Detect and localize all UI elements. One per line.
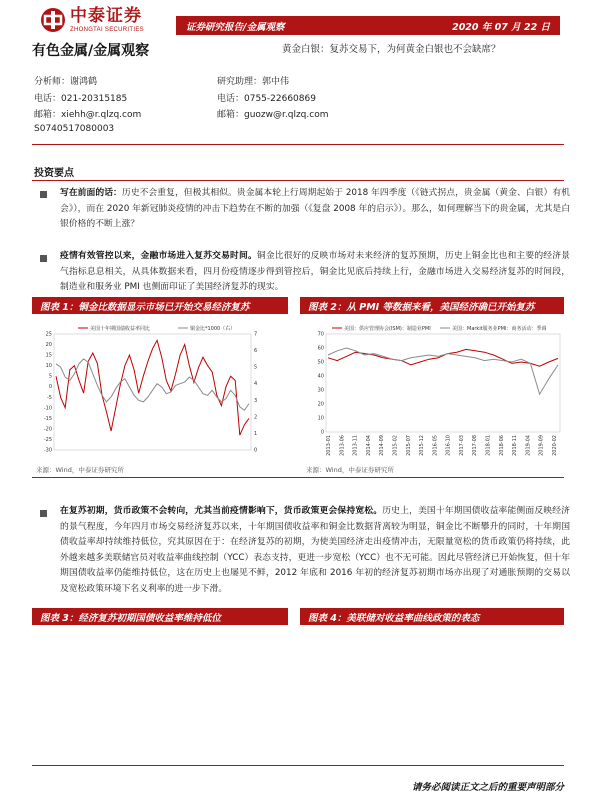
analyst-phone: 电话：021-20315185 bbox=[34, 93, 128, 104]
y-left-tick-label: -20 bbox=[43, 426, 52, 433]
paragraph-body: 历史不会重复，但极其相似。贵金属本轮上行周期起始于 2018 年四季度（《链式拐点，贵金属（黄金、白银）有机会》），而在 2020 年新冠肺炎疫情的冲击下趋势在不断的加强（《复盘 2008 年的启示》）。那么，如何理解当下的贵金属，尤其是白银价格的不断上涨？ bbox=[60, 188, 570, 229]
figure-2-source: 来源：Wind，中泰证券研究所 bbox=[306, 466, 394, 474]
y-right-tick-label: 1 bbox=[254, 430, 258, 437]
x-tick-label: 2015-12 bbox=[419, 435, 426, 456]
y-right-tick-label: 5 bbox=[254, 364, 258, 371]
section-title: 有色金属/金属观察 bbox=[32, 43, 150, 59]
series-line bbox=[328, 348, 558, 394]
copper-gold-ratio-chart bbox=[36, 320, 276, 460]
zhongtai-logo-icon bbox=[40, 7, 66, 33]
figure-1-title: 图表 1：铜金比数据显示市场已开始交易经济复苏 bbox=[32, 297, 288, 314]
x-tick-label: 2015-02 bbox=[392, 435, 399, 456]
x-tick-label: 2019-04 bbox=[525, 435, 532, 456]
x-tick-label: 2017-08 bbox=[472, 435, 479, 456]
report-title: 黄金白银：复苏交易下，为何黄金白银也不会缺席？ bbox=[282, 44, 501, 55]
y-right-tick-label: 4 bbox=[254, 381, 258, 388]
paragraph-monetary-policy bbox=[60, 504, 570, 598]
paragraph-intro bbox=[60, 186, 570, 233]
y-tick-label: 30 bbox=[317, 387, 324, 394]
figure-2-title: 图表 2：从 PMI 等数据来看，美国经济确已开始复苏 bbox=[300, 297, 564, 314]
y-tick-label: 50 bbox=[317, 359, 324, 366]
report-date: 2020 年 07 月 22 日 bbox=[452, 22, 550, 33]
plot-frame bbox=[326, 334, 560, 432]
x-tick-label: 2016-05 bbox=[432, 435, 439, 456]
report-type-banner bbox=[176, 16, 560, 35]
figure-4-title: 图表 4：美联储对收益率曲线政策的表态 bbox=[300, 608, 564, 625]
y-left-tick-label: -25 bbox=[43, 436, 52, 443]
x-tick-label: 2017-03 bbox=[458, 435, 465, 456]
y-left-tick-label: 0 bbox=[48, 384, 52, 391]
assistant-phone: 电话：0755-22660869 bbox=[217, 93, 316, 104]
series-line bbox=[56, 340, 249, 435]
y-tick-label: 0 bbox=[320, 429, 324, 436]
x-tick-label: 2018-06 bbox=[498, 435, 505, 456]
y-left-tick-label: 25 bbox=[45, 331, 52, 338]
legend-label: 美国十年期国债收益率同比 bbox=[90, 326, 151, 332]
footer-divider bbox=[32, 765, 564, 766]
y-right-tick-label: 3 bbox=[254, 397, 258, 404]
legend-label: 美国：Markit服务业PMI：商务活动：季调 bbox=[452, 326, 547, 332]
y-left-tick-label: 10 bbox=[45, 363, 52, 370]
y-left-tick-label: -30 bbox=[43, 447, 52, 454]
y-right-tick-label: 0 bbox=[254, 447, 258, 454]
analyst-email: 邮箱：xiehh@r.qlzq.com bbox=[34, 110, 142, 120]
key-points-divider bbox=[32, 180, 564, 181]
paragraph-body: 历史上，美国十年期国债收益率能侧面反映经济的景气程度，今年四月市场交易经济复苏以来，十年期国债收益率和铜金比数据背离较为明显，铜金比不断攀升的同时，十年期国债收益率却持续维持低位，究其原因在于：在经济复苏的初期，为使美国经济走出疫情冲击，无限量宽松的货币政策仍将持续，此外越来越多美联储官员对收益率曲线控制（YCC）表态支持，更进一步宽松（YCC）也不无可能。因此尽管经济已开始恢复，但十年期国债收益率仍能维持低位，这在历史上也屡见不鲜，2012 年底和 2016 年初的经济复苏初期市场亦出现了对通胀预期的交易以及宽松政策环境下名义利率的进一步下滑。 bbox=[60, 506, 570, 594]
y-tick-label: 40 bbox=[317, 373, 324, 380]
y-left-tick-label: 20 bbox=[45, 342, 52, 349]
assistant-name: 研究助理：郭中伟 bbox=[217, 77, 290, 87]
pmi-chart bbox=[310, 320, 565, 460]
analyst-license: S0740517080003 bbox=[34, 123, 115, 134]
y-left-tick-label: -15 bbox=[43, 415, 52, 422]
x-tick-label: 2015-07 bbox=[405, 435, 412, 456]
y-tick-label: 20 bbox=[317, 401, 324, 408]
y-right-tick-label: 2 bbox=[254, 414, 258, 421]
paragraph-recovery-trade bbox=[60, 249, 570, 296]
y-left-tick-label: 5 bbox=[48, 373, 52, 380]
x-tick-label: 2016-10 bbox=[445, 435, 452, 456]
footer-disclaimer: 请务必阅读正文之后的重要声明部分 bbox=[411, 782, 564, 793]
paragraph-lead: 写在前面的话： bbox=[60, 188, 122, 198]
x-tick-label: 2013-06 bbox=[339, 435, 346, 456]
figure-1-source: 来源：Wind，中泰证券研究所 bbox=[36, 466, 124, 474]
key-points-heading: 投资要点 bbox=[34, 168, 74, 179]
paragraph-lead: 疫情有效管控以来，金融市场进入复苏交易时间。 bbox=[60, 251, 257, 261]
paragraph-lead: 在复苏初期，货币政策不会转向，尤其当前疫情影响下，货币政策更会保持宽松。 bbox=[60, 506, 383, 516]
logo-name-en: ZHONGTAI SECURITIES bbox=[70, 26, 144, 33]
x-tick-label: 2013-11 bbox=[352, 435, 359, 456]
company-logo bbox=[40, 4, 170, 36]
bullet-marker bbox=[40, 191, 47, 198]
x-tick-label: 2019-09 bbox=[538, 435, 545, 456]
y-tick-label: 10 bbox=[317, 415, 324, 422]
x-tick-label: 2013-01 bbox=[326, 435, 332, 456]
header-divider bbox=[32, 144, 564, 145]
assistant-email: 邮箱：guozw@r.qlzq.com bbox=[217, 110, 329, 120]
paragraph-body: 铜金比很好的反映市场对未来经济的复苏预期，历史上铜金比也和主要的经济景气指标息息相关，从具体数据来看，四月份疫情逐步得到管控后，铜金比见底后持续上行，金融市场进入交易经济复苏的时间段，制造业和服务业 PMI 也侧面印证了美国经济复苏的现实。 bbox=[60, 251, 570, 292]
y-left-tick-label: 15 bbox=[45, 352, 52, 359]
x-tick-label: 2014-09 bbox=[379, 435, 386, 456]
y-tick-label: 60 bbox=[317, 345, 324, 352]
y-tick-label: 70 bbox=[317, 331, 324, 338]
assistant-info bbox=[217, 74, 328, 124]
analyst-name: 分析师：谢鸿鹤 bbox=[34, 77, 98, 87]
bullet-marker bbox=[40, 510, 47, 517]
x-tick-label: 2018-01 bbox=[485, 435, 492, 456]
y-left-tick-label: -10 bbox=[43, 405, 52, 412]
legend-label: 美国：供应管理协会(ISM)：制造业PMI bbox=[344, 326, 431, 332]
x-tick-label: 2018-11 bbox=[512, 435, 519, 456]
legend-label: 铜金比*1000（右） bbox=[190, 326, 236, 332]
y-right-tick-label: 6 bbox=[254, 348, 258, 355]
y-right-tick-label: 7 bbox=[254, 331, 258, 338]
x-tick-label: 2014-04 bbox=[365, 435, 372, 456]
series-line bbox=[328, 349, 558, 366]
analyst-info bbox=[34, 74, 141, 140]
bullet-marker bbox=[40, 255, 47, 262]
y-left-tick-label: -5 bbox=[47, 394, 52, 401]
figure-3-title: 图表 3：经济复苏初期国债收益率维持低位 bbox=[32, 608, 288, 625]
logo-name-cn: 中泰证券 bbox=[70, 5, 142, 26]
x-tick-label: 2020-02 bbox=[552, 435, 558, 456]
report-type-tag: 证券研究报告/金属观察 bbox=[186, 22, 285, 33]
figure-divider bbox=[32, 477, 564, 478]
